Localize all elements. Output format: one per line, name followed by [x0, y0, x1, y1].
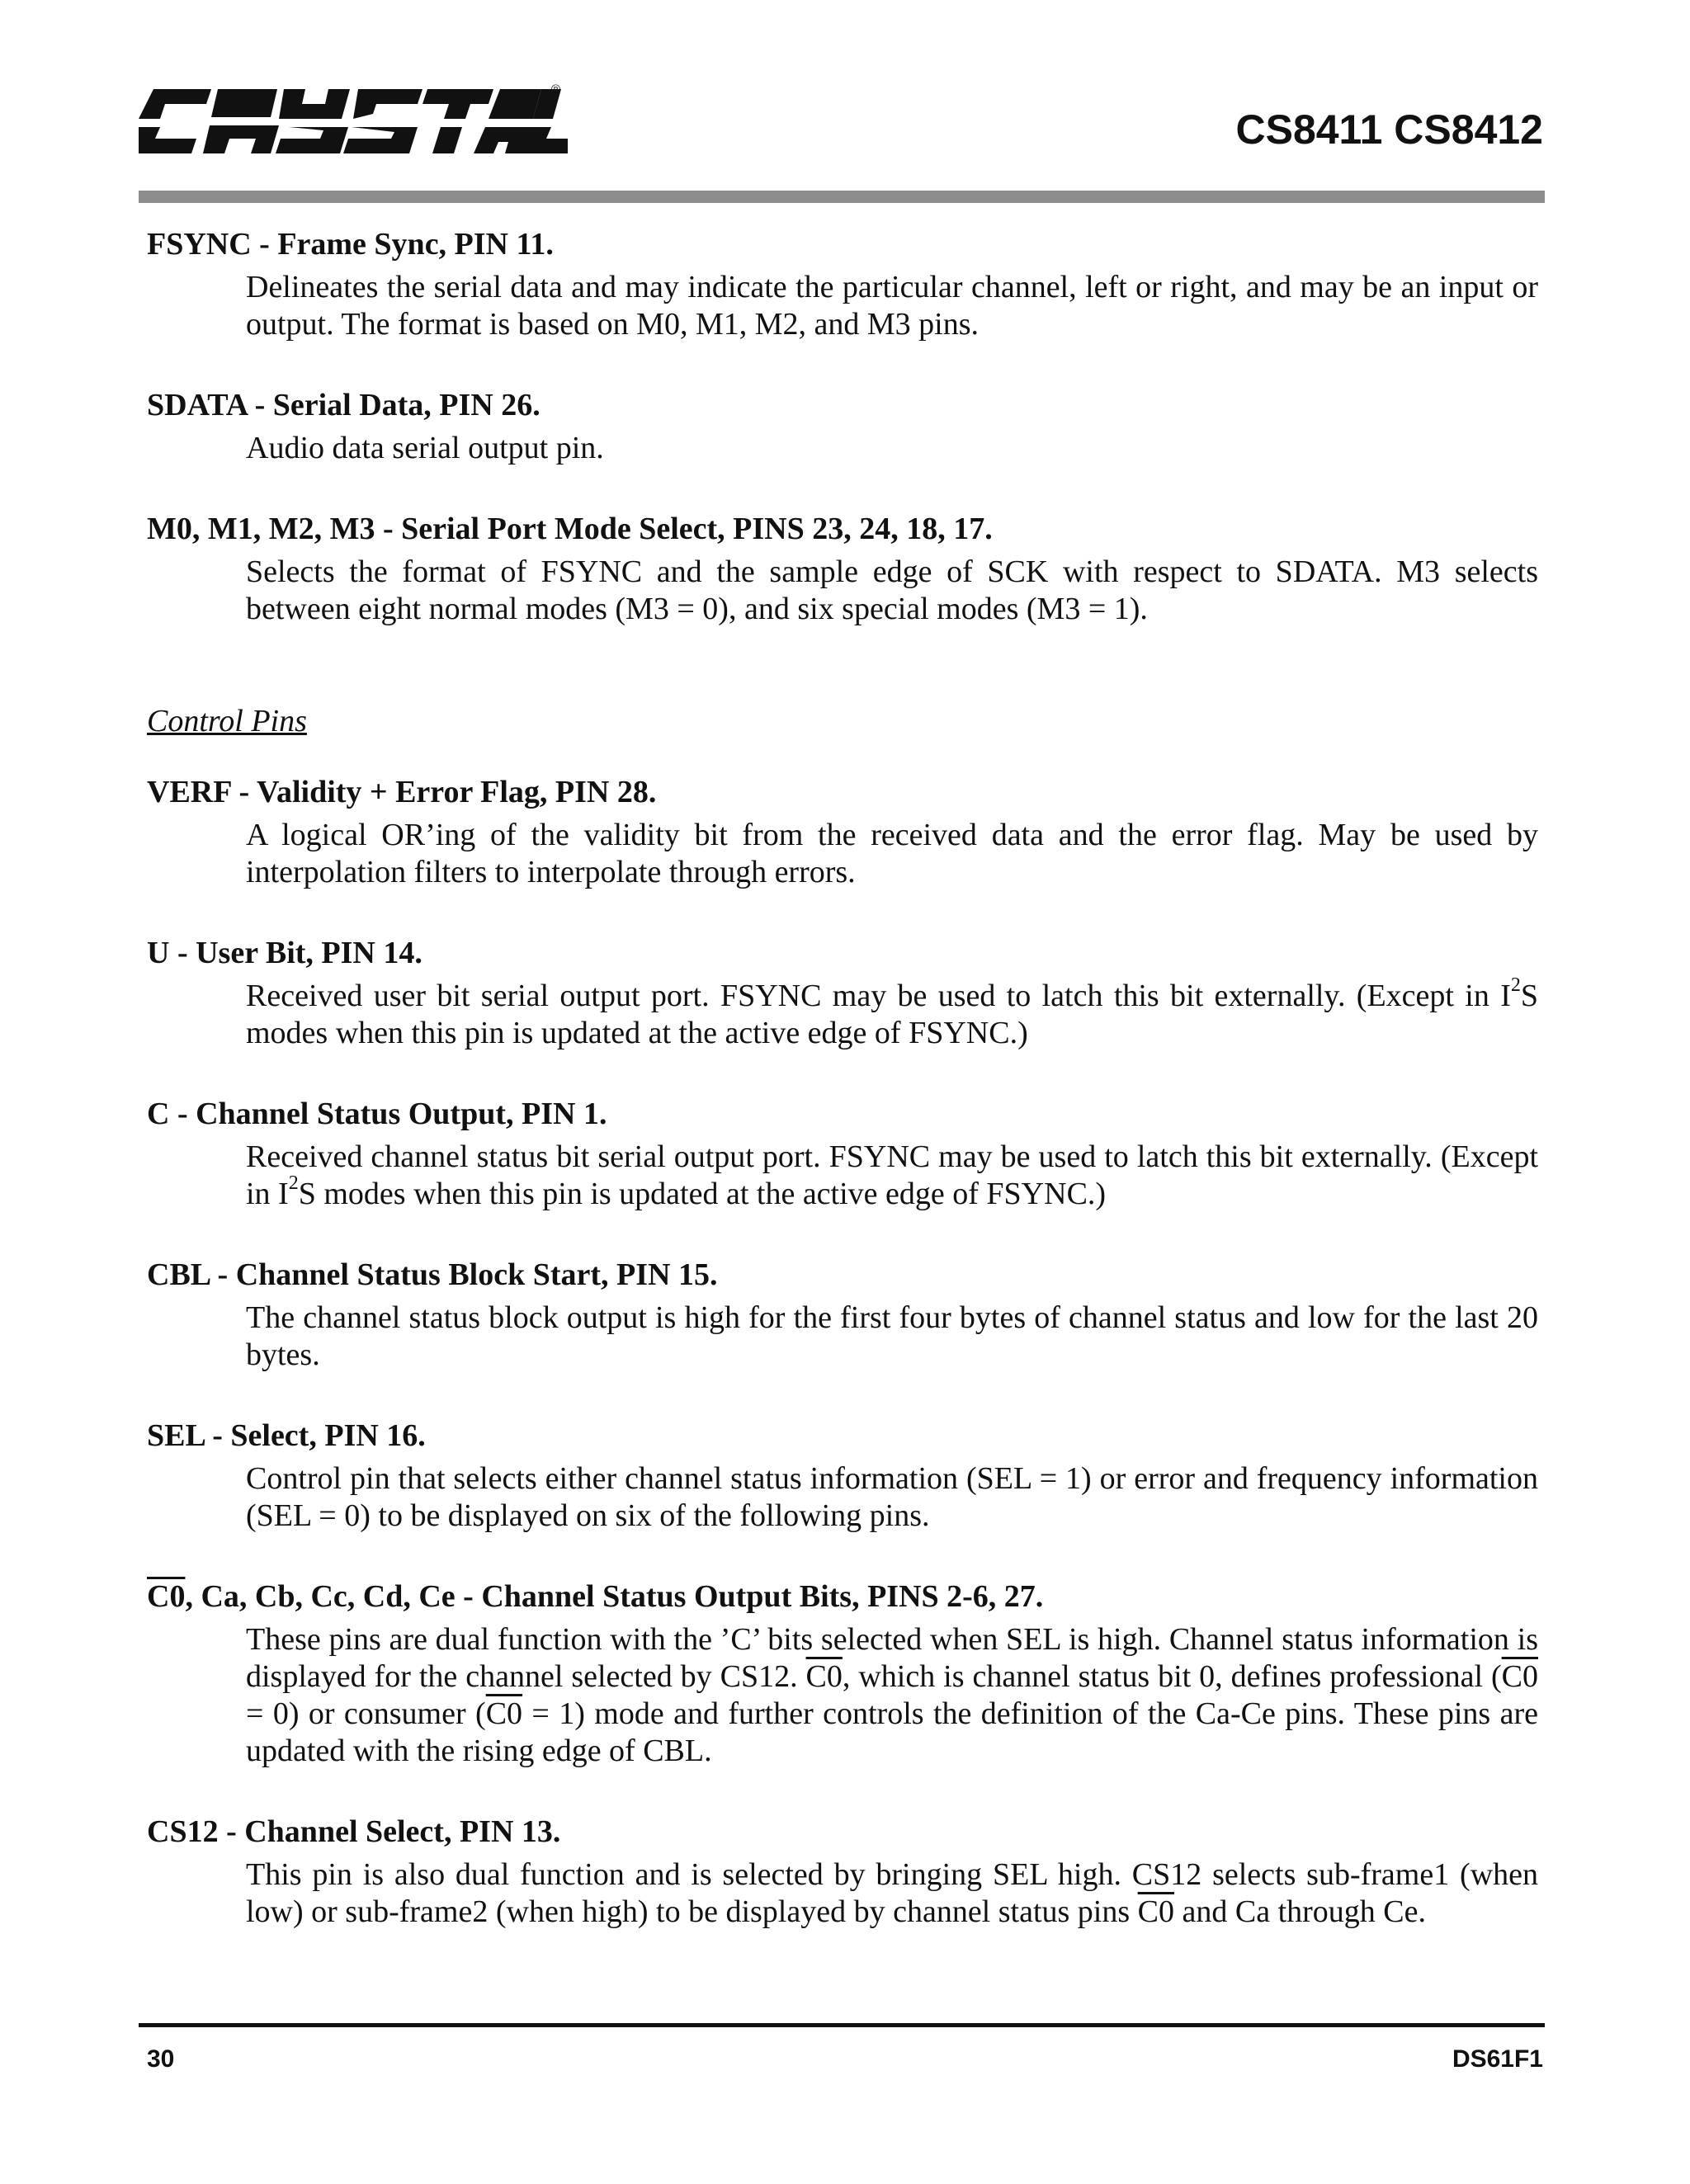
pin-description: [246, 1621, 1538, 1770]
pin-heading: U - User Bit, PIN 14.: [147, 936, 422, 970]
pin-entry-sdata: [147, 385, 1538, 467]
pin-description: A logical OR’ing of the validity bit from the received data and the error flag. May be used by interpolation filters to interpolate through errors.: [246, 818, 1538, 889]
pin-entry-sel: [147, 1416, 1538, 1535]
pin-heading: CBL - Channel Status Block Start, PIN 15.: [147, 1257, 718, 1292]
document-title: CS8411 CS8412: [1235, 106, 1543, 153]
pin-description: [246, 974, 1538, 1052]
text-run: These pins are dual function with the ’C’ bits selected when SEL is high. Channel status information is displayed for the channel selected by CS12.: [246, 1622, 1538, 1694]
pin-heading: CS12 - Channel Select, PIN 13.: [147, 1814, 561, 1849]
pin-description: Selects the format of FSYNC and the sample edge of SCK with respect to SDATA. M3 selects between eight normal modes (M3 = 0), and six special modes (M3 = 1).: [246, 554, 1538, 626]
page-number: 30: [147, 2045, 175, 2073]
pin-description: [246, 1856, 1538, 1931]
text-run: = 0) or consumer (: [246, 1696, 486, 1731]
superscript: 2: [1510, 974, 1521, 997]
registered-trademark: ®: [551, 83, 561, 97]
section-label-control-pins: Control Pins: [147, 704, 307, 738]
pin-description: [246, 1139, 1538, 1213]
pin-heading: C - Channel Status Output, PIN 1.: [147, 1097, 607, 1131]
overlined-signal: C0: [805, 1659, 843, 1694]
pin-heading: FSYNC - Frame Sync, PIN 11.: [147, 227, 554, 262]
superscript: 2: [288, 1172, 299, 1195]
text-run: S modes when this pin is updated at the active edge of FSYNC.): [246, 979, 1538, 1050]
text-run: and Ca through Ce.: [1174, 1894, 1427, 1929]
text-run: Received user bit serial output port. FSYNC may be used to latch this bit externally. (Except in I: [246, 979, 1511, 1013]
text-run: , Ca, Cb, Cc, Cd, Ce - Channel Status Output Bits, PINS 2-6, 27.: [185, 1579, 1044, 1614]
pin-entry-channel-status: [147, 1094, 1538, 1213]
pin-entry-user-bit: [147, 933, 1538, 1052]
pin-entry-cbl: [147, 1255, 1538, 1374]
crystal-logo: [139, 79, 568, 162]
pin-heading: [147, 1577, 1538, 1616]
footer-rule: [139, 2023, 1545, 2027]
pin-heading: SDATA - Serial Data, PIN 26.: [147, 388, 541, 422]
text-run: Received channel status bit serial output port. FSYNC may be used to latch this bit externally. (Except in I: [246, 1139, 1538, 1211]
pin-entry-mode-select: [147, 509, 1538, 628]
overlined-signal: C0: [485, 1696, 523, 1731]
overlined-signal: C0: [1501, 1659, 1538, 1694]
pin-entry-fsync: [147, 224, 1538, 343]
overlined-signal: C0: [147, 1579, 186, 1614]
pin-descriptions: [147, 224, 1538, 1931]
header-rule: [139, 191, 1545, 203]
pin-heading: M0, M1, M2, M3 - Serial Port Mode Select, PINS 23, 24, 18, 17.: [147, 512, 993, 546]
text-run: , which is channel status bit 0, defines professional (: [842, 1659, 1502, 1694]
pin-heading: VERF - Validity + Error Flag, PIN 28.: [147, 775, 657, 809]
text-run: This pin is also dual function and is selected by bringing SEL high. CS12 selects sub-frame1 (when low) or sub-frame2 (when high) to be displayed by channel status pins: [246, 1857, 1538, 1929]
pin-entry-cs12: [147, 1812, 1538, 1931]
pin-description: Audio data serial output pin.: [246, 431, 604, 465]
pin-description: Delineates the serial data and may indicate the particular channel, left or right, and may be an input or output. The format is based on M0, M1, M2, and M3 pins.: [246, 270, 1538, 342]
pin-description: The channel status block output is high for the first four bytes of channel status and low for the last 20 bytes.: [246, 1300, 1538, 1372]
overlined-signal: C0: [1137, 1894, 1175, 1929]
pin-entry-channel-status-bits: [147, 1577, 1538, 1770]
text-run: S modes when this pin is updated at the active edge of FSYNC.): [298, 1177, 1107, 1211]
pin-entry-verf: [147, 772, 1538, 891]
text-run: = 1) mode and further controls the definition of the Ca-Ce pins. These pins are updated with the rising edge of CBL.: [246, 1696, 1538, 1768]
pin-heading: SEL - Select, PIN 16.: [147, 1418, 426, 1453]
document-id: DS61F1: [1452, 2045, 1543, 2073]
pin-description: Control pin that selects either channel status information (SEL = 1) or error and frequency information (SEL = 0) to be displayed on six of the following pins.: [246, 1461, 1538, 1533]
